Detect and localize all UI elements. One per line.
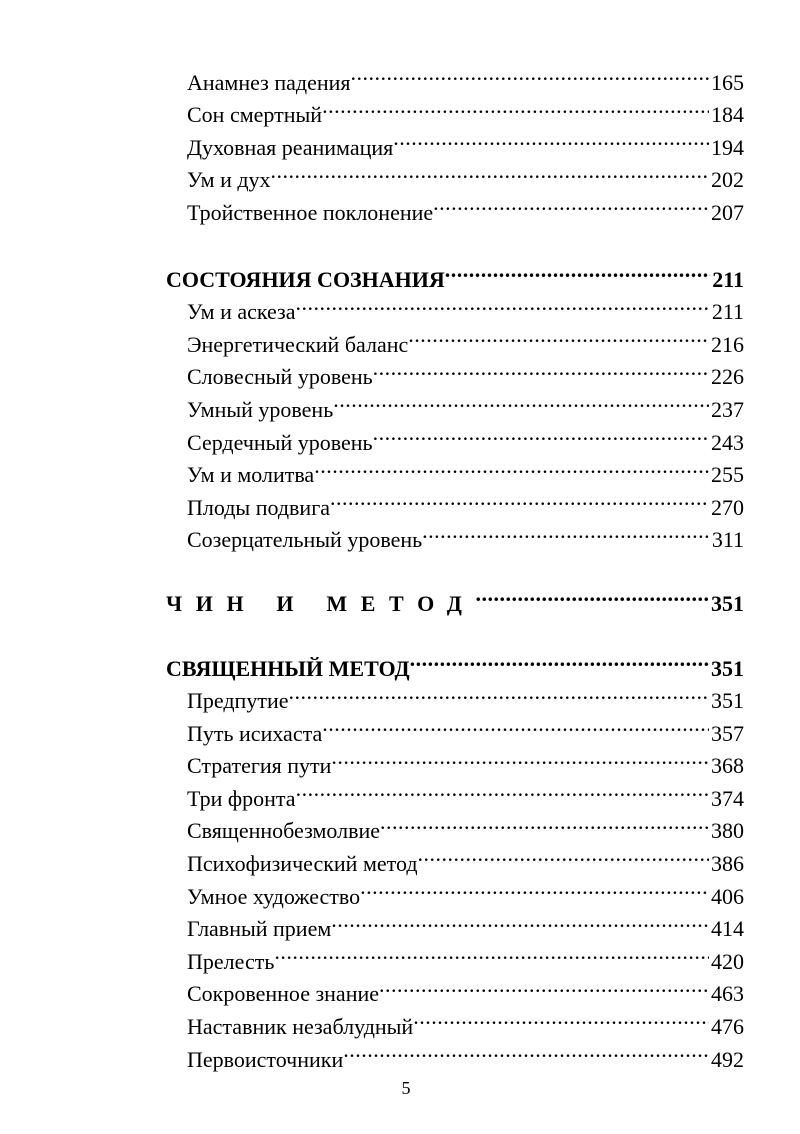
toc-entry-page: 207 xyxy=(711,199,744,225)
dot-leader xyxy=(322,90,709,123)
toc-section-heading[interactable] xyxy=(166,254,744,292)
toc-entry-title: Плоды подвига xyxy=(187,494,330,520)
toc-group-3 xyxy=(166,676,744,1072)
dot-leader xyxy=(422,515,710,548)
dot-leader xyxy=(322,708,709,741)
dot-leader xyxy=(433,187,709,220)
toc-entry-title: Словесный уровень xyxy=(187,364,373,390)
toc-entry-title: Путь исихаста xyxy=(187,720,323,746)
toc-entry-title: Первоисточники xyxy=(187,1046,344,1072)
toc-entry-title: Умный уровень xyxy=(187,396,334,422)
toc-entry-title: Предпутие xyxy=(187,688,289,714)
toc-entry-page: 406 xyxy=(711,883,744,909)
toc-entry-page: 357 xyxy=(711,720,744,746)
dot-leader xyxy=(314,450,709,483)
dot-leader xyxy=(330,482,709,515)
toc-entry-title: Психофизический метод xyxy=(187,851,418,877)
toc-section-title: СВЯЩЕННЫЙ МЕТОД xyxy=(166,655,410,681)
dot-leader xyxy=(331,741,709,774)
page-number: 5 xyxy=(401,1078,411,1098)
dot-leader xyxy=(379,969,709,1002)
toc-entry-title: Сердечный уровень xyxy=(187,429,373,455)
toc-part-heading[interactable] xyxy=(166,578,744,616)
toc-entry-title: Ум и дух xyxy=(187,167,271,193)
dot-leader xyxy=(296,287,710,320)
dot-leader xyxy=(271,155,709,188)
toc-entry-page: 194 xyxy=(711,134,744,160)
toc-entry-title: Священнобезмолвие xyxy=(187,818,380,844)
dot-leader xyxy=(380,806,709,839)
toc-entry-page: 492 xyxy=(711,1046,744,1072)
toc-entry-page: 414 xyxy=(711,916,744,942)
dot-leader xyxy=(360,871,709,904)
dot-leader xyxy=(413,1001,709,1034)
toc-entry-title: Сокровенное знание xyxy=(187,981,380,1007)
toc-entry-page: 476 xyxy=(711,1014,744,1040)
toc-entry-page: 380 xyxy=(711,818,744,844)
toc-section-heading[interactable] xyxy=(166,643,744,681)
toc-entry-page: 211 xyxy=(711,299,744,325)
table-of-contents xyxy=(166,57,744,1072)
toc-entry-title: Стратегия пути xyxy=(187,753,332,779)
toc-entry-page: 270 xyxy=(711,494,744,520)
dot-leader xyxy=(331,904,709,937)
toc-entry-title: Созерцательный уровень xyxy=(187,527,423,553)
toc-entry-title: Три фронта xyxy=(187,785,296,811)
toc-entry-title: Умное художество xyxy=(187,883,361,909)
toc-entry-page: 374 xyxy=(711,785,744,811)
dot-leader xyxy=(418,838,709,871)
toc-entry-title: Ум и молитва xyxy=(187,462,315,488)
dot-leader xyxy=(476,578,710,611)
toc-section-page: 351 xyxy=(711,655,744,681)
toc-entry-title: Сон смертный xyxy=(187,102,323,128)
toc-entry-title: Ум и аскеза xyxy=(187,299,296,325)
toc-entry-title: Главный прием xyxy=(187,916,332,942)
toc-entry-page: 255 xyxy=(711,462,744,488)
toc-part-title: ЧИН И МЕТОД xyxy=(166,590,476,616)
dot-leader xyxy=(288,676,709,709)
toc-entry-title: Наставник незаблудный xyxy=(187,1014,414,1040)
toc-entry-page: 386 xyxy=(711,851,744,877)
toc-entry-title: Прелесть xyxy=(187,948,275,974)
toc-group-2 xyxy=(166,287,744,553)
dot-leader xyxy=(393,122,709,155)
toc-entry-page: 226 xyxy=(711,364,744,390)
toc-entry-page: 463 xyxy=(711,981,744,1007)
toc-entry-page: 311 xyxy=(711,527,744,553)
dot-leader xyxy=(445,254,710,287)
toc-entry-title: Анамнез падения xyxy=(187,69,351,95)
toc-entry-page: 420 xyxy=(711,948,744,974)
toc-entry[interactable] xyxy=(166,57,744,95)
toc-entry-page: 243 xyxy=(711,429,744,455)
toc-entry-page: 202 xyxy=(711,167,744,193)
toc-entry-page: 237 xyxy=(711,396,744,422)
toc-section-title: СОСТОЯНИЯ СОЗНАНИЯ xyxy=(166,266,445,292)
toc-entry-page: 184 xyxy=(711,102,744,128)
toc-entry-title: Энергетический баланс xyxy=(187,331,409,357)
dot-leader xyxy=(296,773,709,806)
toc-section-page: 211 xyxy=(712,266,744,292)
toc-entry-page: 351 xyxy=(711,688,744,714)
toc-entry-title: Духовная реанимация xyxy=(187,134,394,160)
toc-part-page: 351 xyxy=(711,590,744,616)
dot-leader xyxy=(333,384,709,417)
dot-leader xyxy=(351,57,709,90)
dot-leader xyxy=(408,319,709,352)
toc-entry-page: 165 xyxy=(711,69,744,95)
dot-leader xyxy=(410,643,709,676)
toc-entry-page: 368 xyxy=(711,753,744,779)
dot-leader xyxy=(373,417,709,450)
dot-leader xyxy=(343,1034,709,1067)
dot-leader xyxy=(373,352,709,385)
toc-entry-page: 216 xyxy=(711,331,744,357)
dot-leader xyxy=(274,936,709,969)
toc-group-1 xyxy=(166,57,744,225)
toc-entry-title: Тройственное поклонение xyxy=(187,199,434,225)
